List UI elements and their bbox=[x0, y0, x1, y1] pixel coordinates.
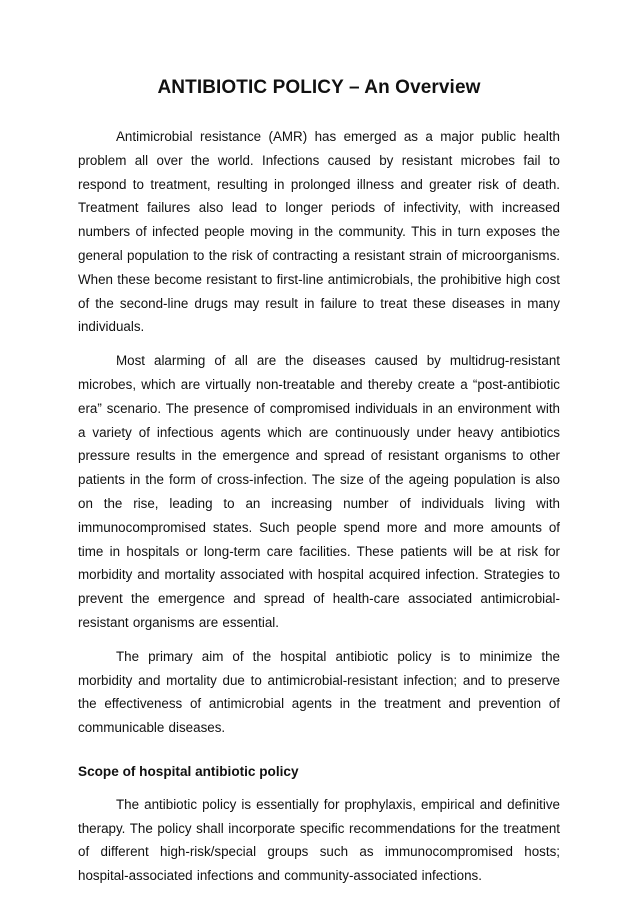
document-body bbox=[78, 74, 560, 888]
paragraph-multidrug-resistance: Most alarming of all are the diseases caused by multidrug-resistant microbes, which are virtually non-treatable and thereby create a “post-antibiotic era” scenario. The presence of compromised individuals in an environment with a variety of infectious agents which are continuously under heavy antibiotics pressure results in the emergence and spread of resistant organisms to other patients in the form of cross-infection. The size of the ageing population is also on the rise, leading to an increasing number of individuals living with immunocompromised states. Such people spend more and more amounts of time in hospitals or long-term care facilities. These patients will be at risk for morbidity and mortality associated with hospital acquired infection. Strategies to prevent the emergence and spread of health-care associated antimicrobial-resistant organisms are essential. bbox=[78, 353, 560, 630]
document-title: ANTIBIOTIC POLICY – An Overview bbox=[157, 77, 481, 98]
paragraph-policy-scope: The antibiotic policy is essentially for prophylaxis, empirical and definitive therapy. The policy shall incorporate specific recommendations for the treatment of different high-risk/special groups such as immunocompromised hosts; hospital-associated infections and community-associated infections. bbox=[78, 796, 560, 884]
paragraph-policy-aim: The primary aim of the hospital antibiotic policy is to minimize the morbidity and mortality due to antimicrobial-resistant infection; and to preserve the effectiveness of antimicrobial agents in the treatment and prevention of communicable diseases. bbox=[78, 648, 560, 736]
paragraph-amr-intro: Antimicrobial resistance (AMR) has emerged as a major public health problem all over the world. Infections caused by resistant microbes fail to respond to treatment, resulting in prolonged illness and greater risk of death. Treatment failures also lead to longer periods of infectivity, with increased numbers of infected people moving in the community. This in turn exposes the general population to the risk of contracting a resistant strain of microorganisms. When these become resistant to first-line antimicrobials, the prohibitive high cost of the second-line drugs may result in failure to treat these diseases in many individuals. bbox=[78, 129, 560, 335]
section-heading-scope: Scope of hospital antibiotic policy bbox=[78, 763, 299, 779]
